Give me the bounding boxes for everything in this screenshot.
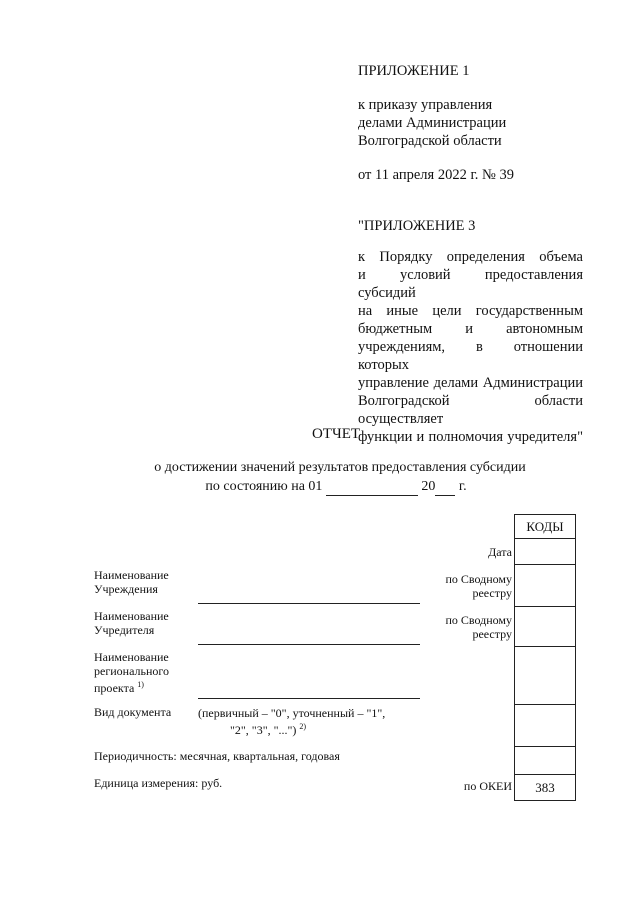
appendix3-heading: "ПРИЛОЖЕНИЕ 3 [358, 218, 476, 234]
founder-label [94, 609, 169, 637]
procedure-line: функции и полномочия учредителя" [358, 429, 583, 445]
report-as-of [0, 479, 640, 496]
report-title: ОТЧЕТ [311, 426, 361, 442]
project-input-line[interactable] [198, 698, 420, 699]
procedure-line: управление делами Администрации [358, 375, 583, 391]
registry1-line: по Сводному [445, 572, 512, 586]
codes-header: КОДЫ [515, 515, 576, 539]
registry1-line: реестру [472, 586, 512, 600]
project-label [94, 650, 169, 695]
okei-label: по ОКЕИ [463, 779, 512, 793]
date-label: Дата [488, 545, 512, 559]
procedure-line: и условий предоставления субсидий [358, 267, 583, 301]
order-line: Волгоградской области [358, 133, 502, 149]
institution-label-line: Наименование [94, 568, 169, 582]
founder-label-line: Наименование [94, 609, 169, 623]
project-code-cell[interactable] [515, 647, 576, 705]
project-footnote-mark: 1) [137, 680, 144, 689]
appendix1-heading: ПРИЛОЖЕНИЕ 1 [358, 63, 470, 79]
as-of-suffix: г. [458, 479, 467, 494]
doc-type-line1: (первичный – "0", уточненный – "1", [198, 706, 386, 720]
date-code-cell[interactable] [515, 539, 576, 565]
doc-type-options [198, 706, 428, 737]
registry2-line: по Сводному [445, 613, 512, 627]
procedure-line: бюджетным и автономным [358, 321, 583, 337]
institution-input-line[interactable] [198, 603, 420, 604]
periodicity-code-cell[interactable] [515, 747, 576, 775]
doc-type-footnote-mark: 2) [299, 722, 307, 731]
as-of-year-blank[interactable] [435, 479, 455, 496]
order-line: к приказу управления [358, 97, 493, 113]
unit-text: Единица измерения: руб. [94, 776, 223, 790]
procedure-line: к Порядку определения объема [358, 249, 583, 265]
institution-label [94, 568, 169, 596]
doc-type-label: Вид документа [94, 705, 172, 719]
order-date-number: от 11 апреля 2022 г. № 39 [358, 167, 514, 183]
registry2-label [420, 613, 512, 641]
founder-label-line: Учредителя [94, 623, 155, 637]
order-line: делами Администрации [358, 115, 507, 131]
codes-table [514, 514, 576, 801]
registry1-code-cell[interactable] [515, 565, 576, 607]
registry2-code-cell[interactable] [515, 607, 576, 647]
project-label-line: Наименование [94, 650, 169, 664]
project-label-line: проекта [94, 681, 135, 695]
registry2-line: реестру [472, 627, 512, 641]
as-of-month-blank[interactable] [326, 479, 418, 496]
procedure-reference [358, 248, 583, 446]
project-label-line: регионального [94, 664, 170, 678]
periodicity-text: Периодичность: месячная, квартальная, годовая [94, 749, 340, 763]
founder-input-line[interactable] [198, 644, 420, 645]
procedure-line: Волгоградской области осуществляет [358, 393, 583, 427]
procedure-line: учреждениям, в отношении которых [358, 339, 583, 373]
as-of-prefix: по состоянию на 01 [205, 479, 323, 494]
order-reference [358, 96, 506, 150]
as-of-year-prefix: 20 [421, 479, 436, 494]
institution-label-line: Учреждения [94, 582, 158, 596]
registry1-label [420, 572, 512, 600]
doc-type-code-cell[interactable] [515, 705, 576, 747]
doc-type-line2: "2", "3", "...") [230, 723, 297, 737]
procedure-line: на иные цели государственным [358, 303, 583, 319]
okei-code-cell: 383 [515, 775, 576, 801]
report-subtitle: о достижении значений результатов предоставления субсидии [154, 460, 526, 475]
